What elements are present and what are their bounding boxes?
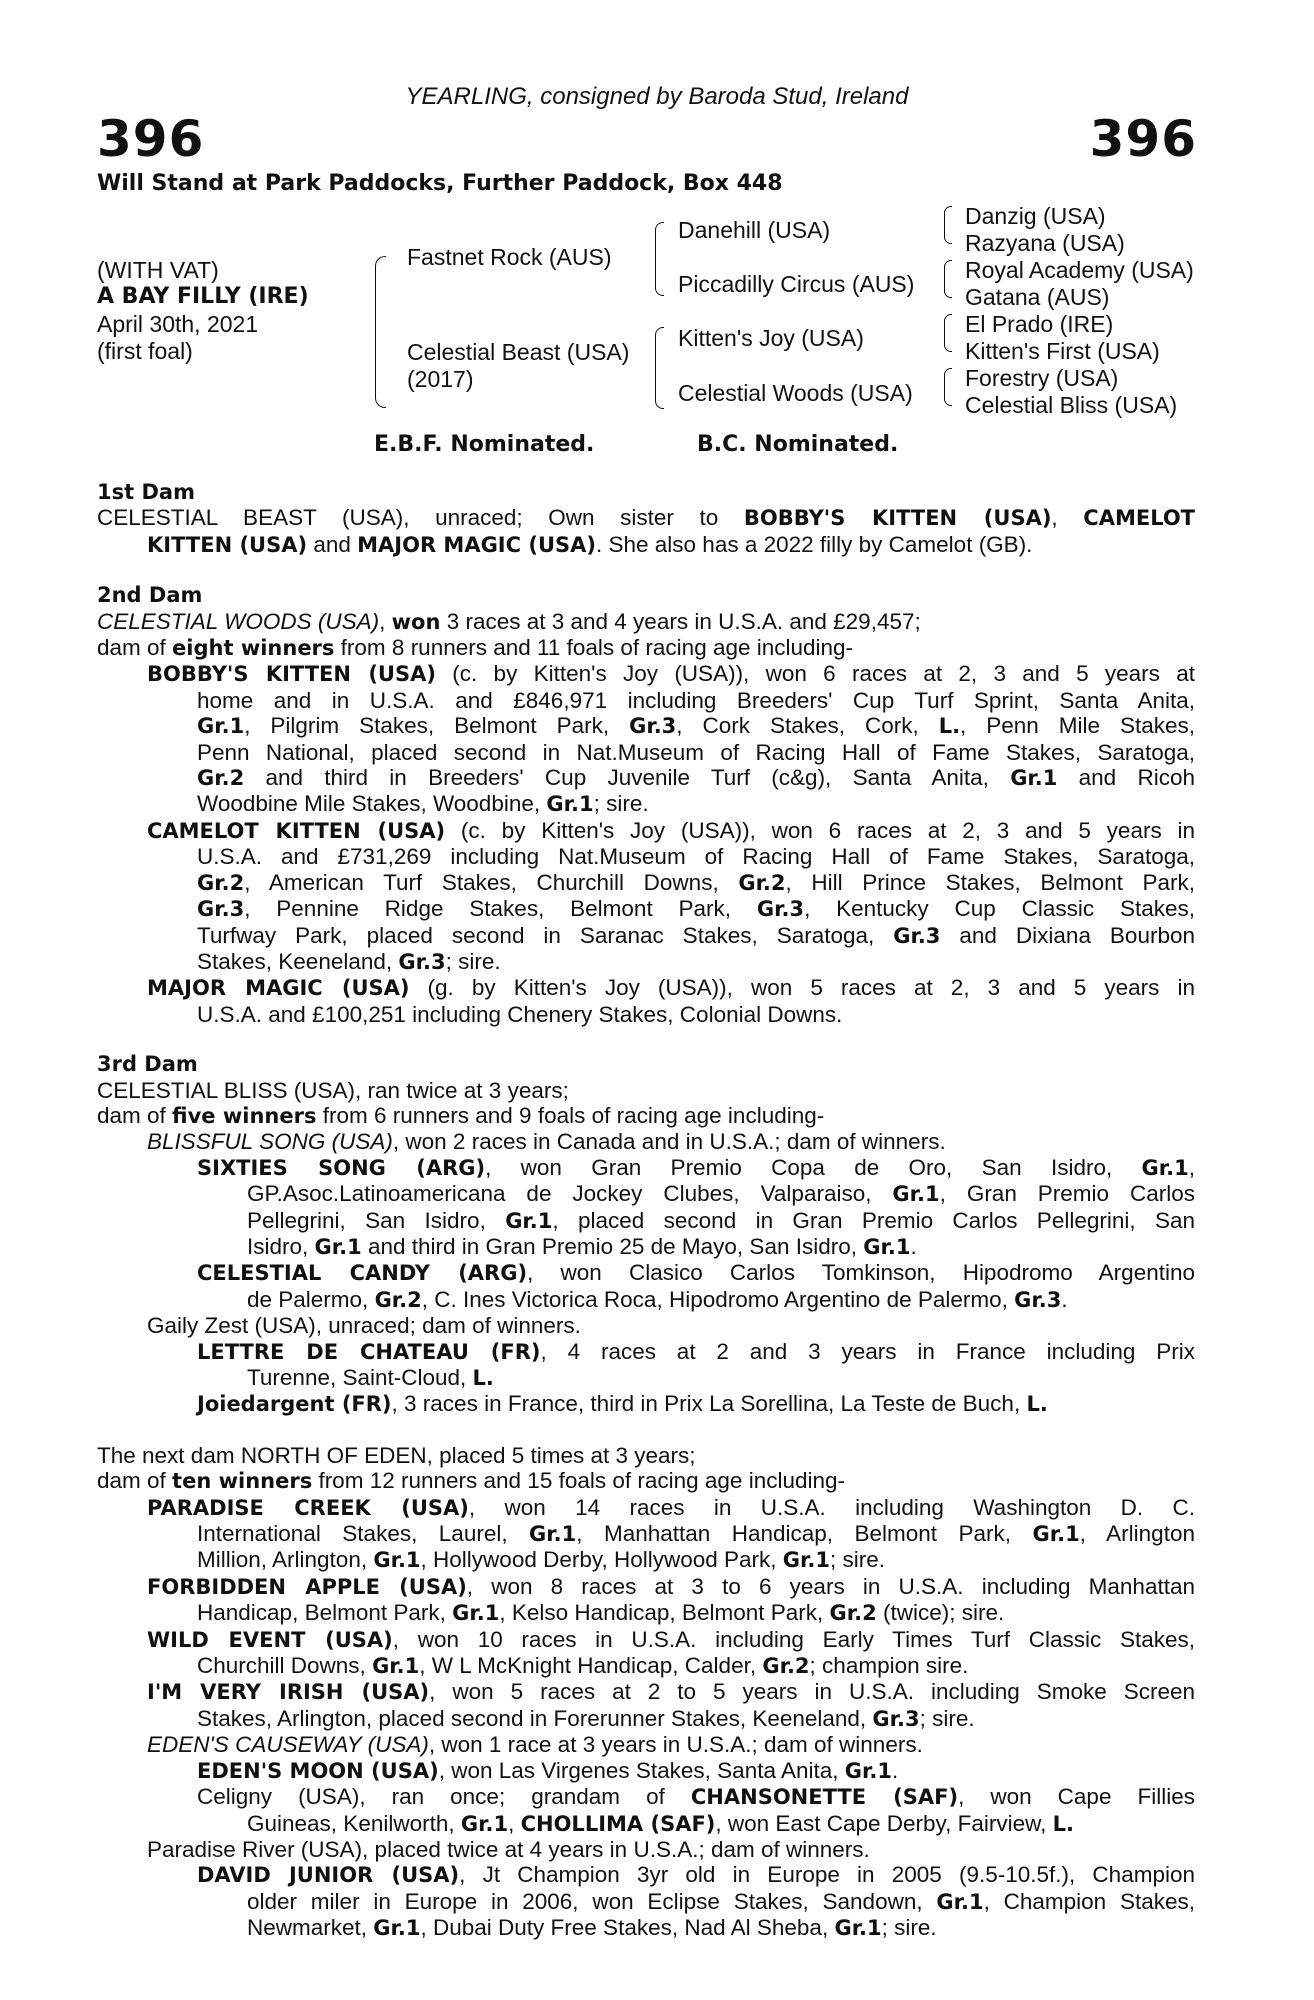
text: from 12 runners and 15 foals of racing age including-	[312, 1468, 846, 1494]
grade: Gr.1	[892, 1182, 940, 1207]
progeny-line	[97, 1339, 1195, 1365]
text: ; sire.	[881, 1915, 937, 1941]
progeny-line	[97, 1653, 1195, 1679]
pedigree-brace	[655, 222, 664, 296]
progeny-line	[97, 1521, 1195, 1547]
pedigree-brace	[655, 327, 664, 409]
text: .	[1061, 1286, 1068, 1312]
grade: Gr.1	[863, 1234, 911, 1259]
pedigree-sire: Fastnet Rock (AUS)	[407, 244, 612, 270]
bc-nomination: B.C. Nominated.	[697, 432, 899, 457]
pedigree-dd: Celestial Woods (USA)	[678, 380, 913, 406]
text: , Penn Mile Stakes,	[960, 713, 1196, 739]
grade: Gr.1	[372, 1654, 420, 1679]
grade: Gr.2	[738, 870, 786, 895]
ebf-nomination: E.B.F. Nominated.	[374, 432, 595, 457]
text: , won 5 races at 2 to 5 years in U.S.A. including Smoke Screen	[429, 1679, 1196, 1705]
grade: Gr.1	[460, 1811, 509, 1836]
text: , Kelso Handicap, Belmont Park,	[499, 1600, 830, 1626]
pedigree-ds: Kitten's Joy (USA)	[678, 325, 864, 351]
text: (twice); sire.	[876, 1600, 1005, 1626]
progeny-line	[97, 818, 1195, 844]
text: Stakes, Arlington, placed second in Forerunner Stakes, Keeneland,	[197, 1705, 873, 1731]
text: Turenne, Saint-Cloud,	[247, 1365, 473, 1390]
progeny-line	[97, 1365, 1195, 1391]
text: , Kentucky Cup Classic Stakes,	[804, 896, 1195, 922]
progeny-line: Gaily Zest (USA), unraced; dam of winners.	[147, 1313, 581, 1339]
progeny-line	[97, 1260, 1195, 1286]
text: ; sire.	[593, 791, 649, 817]
progeny-line	[97, 1391, 1195, 1417]
consignment-line: YEARLING, consigned by Baroda Stud, Ireland	[405, 83, 909, 110]
progeny-line	[97, 1495, 1195, 1521]
text: International Stakes, Laurel,	[197, 1521, 530, 1547]
text: ; sire.	[829, 1547, 885, 1573]
grade: L.	[472, 1366, 494, 1390]
grade: Gr.1	[834, 1916, 882, 1941]
text: (g. by Kitten's Joy (USA)), won 5 races at 2, 3 and 5 years in	[409, 975, 1195, 1001]
progeny-line	[97, 975, 1195, 1001]
grade: Gr.1	[1141, 1155, 1189, 1180]
horse-name: Joiedargent (FR)	[197, 1392, 392, 1417]
dam-name: EDEN'S CAUSEWAY (USA)	[147, 1732, 429, 1758]
text: , C. Ines Victorica Roca, Hipodromo Argentino de Palermo,	[421, 1286, 1015, 1312]
horse-name: CHOLLIMA (SAF)	[520, 1811, 716, 1836]
pedigree-ss: Danehill (USA)	[678, 217, 831, 243]
second-dam-heading: 2nd Dam	[97, 583, 203, 608]
text: and third in Breeders' Cup Juvenile Turf (c&g), Santa Anita,	[244, 765, 1011, 791]
progeny-line	[97, 1002, 1195, 1027]
horse-name: LETTRE DE CHATEAU (FR)	[197, 1339, 541, 1364]
text: and	[307, 531, 358, 557]
progeny-line	[97, 1784, 1195, 1810]
progeny-line	[97, 765, 1195, 791]
text: , won 1 race at 3 years in U.S.A.; dam of winners.	[428, 1732, 923, 1758]
pedigree-sdd: Gatana (AUS)	[965, 284, 1110, 310]
progeny-line	[97, 661, 1195, 687]
pedigree-brace	[944, 314, 952, 352]
progeny-line	[97, 923, 1195, 949]
horse-name: CAMELOT	[1083, 506, 1195, 531]
pedigree-brace	[944, 260, 952, 298]
text: Woodbine Mile Stakes, Woodbine,	[197, 791, 547, 817]
text: , American Turf Stakes, Churchill Downs,	[244, 869, 739, 895]
pedigree-brace	[944, 368, 952, 406]
text: , won Gran Premio Copa de Oro, San Isidro,	[485, 1154, 1142, 1180]
grade: L.	[1026, 1392, 1048, 1417]
horse-name: MAJOR MAGIC (USA)	[147, 976, 410, 1001]
text: and third in Gran Premio 25 de Mayo, San Isidro,	[361, 1233, 864, 1259]
progeny-line	[97, 1181, 1195, 1207]
progeny-line	[97, 791, 1195, 817]
grade: Gr.1	[1010, 766, 1058, 791]
text: (c. by Kitten's Joy (USA)), won 6 races at 2, 3 and 5 years at	[435, 661, 1195, 687]
text: , won Cape Fillies	[958, 1784, 1195, 1810]
second-dam-line: CELESTIAL WOODS (USA), won 3 races at 3 and 4 years in U.S.A. and £29,457;	[97, 608, 921, 634]
text: , won 10 races in U.S.A. including Early Times Turf Classic Stakes,	[392, 1626, 1195, 1652]
text: ,	[1051, 505, 1084, 531]
grade: L.	[1052, 1811, 1074, 1836]
grade: Gr.1	[197, 714, 245, 739]
first-dam-heading: 1st Dam	[97, 480, 195, 504]
text: five winners	[172, 1103, 317, 1128]
text: , won Las Virgenes Stakes, Santa Anita,	[438, 1757, 845, 1783]
pedigree-dss: El Prado (IRE)	[965, 311, 1114, 337]
next-dam-line: The next dam NORTH OF EDEN, placed 5 times at 3 years;	[97, 1442, 696, 1468]
text: U.S.A. and £100,251 including Chenery Stakes, Colonial Downs.	[197, 1001, 843, 1027]
text: ,	[508, 1810, 521, 1836]
horse-name: FORBIDDEN APPLE (USA)	[147, 1574, 467, 1599]
horse-name: I'M VERY IRISH (USA)	[147, 1680, 430, 1705]
grade: Gr.2	[829, 1601, 877, 1626]
text: ; sire.	[919, 1705, 975, 1731]
text: , Pennine Ridge Stakes, Belmont Park,	[244, 896, 757, 922]
grade: Gr.3	[756, 897, 805, 922]
horse-name: BOBBY'S KITTEN (USA)	[147, 662, 436, 687]
progeny-line	[97, 1679, 1195, 1705]
text: dam of	[97, 635, 173, 661]
grade: Gr.1	[844, 1758, 892, 1783]
progeny-line	[97, 1889, 1195, 1915]
grade: Gr.3	[197, 897, 245, 922]
text: , placed second in Gran Premio Carlos Pellegrini, San	[552, 1207, 1196, 1233]
text: Penn National, placed second in Nat.Museum of Racing Hall of Fame Stakes, Saratoga,	[197, 739, 1195, 765]
grade: Gr.1	[546, 792, 594, 817]
text: from 6 runners and 9 foals of racing age including-	[316, 1102, 825, 1128]
pedigree-dam: Celestial Beast (USA)	[407, 339, 630, 365]
horse-name: CAMELOT KITTEN (USA)	[147, 818, 446, 843]
horse-name: MAJOR MAGIC (USA)	[357, 532, 596, 557]
text: , W L McKnight Handicap, Calder,	[419, 1653, 763, 1679]
grade: Gr.1	[505, 1208, 553, 1233]
text: , won 14 races in U.S.A. including Washington D. C.	[468, 1494, 1195, 1520]
progeny-line	[97, 713, 1195, 739]
text: Stakes, Keeneland,	[197, 948, 399, 974]
text: , Champion Stakes,	[983, 1888, 1195, 1914]
vat-note: (WITH VAT)	[97, 257, 219, 283]
grade: Gr.1	[452, 1601, 500, 1626]
horse-name: BOBBY'S KITTEN (USA)	[743, 506, 1052, 531]
progeny-line	[97, 1574, 1195, 1600]
grade: Gr.1	[936, 1889, 984, 1914]
progeny-line	[97, 1915, 1195, 1941]
text: , Hollywood Derby, Hollywood Park,	[420, 1547, 783, 1573]
horse-dob: April 30th, 2021	[97, 311, 259, 337]
text: Newmarket,	[247, 1915, 374, 1941]
grade: Gr.3	[872, 1706, 920, 1731]
grade: Gr.1	[314, 1234, 362, 1259]
progeny-line	[97, 1732, 1195, 1757]
lot-number-right: 396	[1089, 110, 1197, 168]
text: , Dubai Duty Free Stakes, Nad Al Sheba,	[420, 1915, 835, 1941]
text: U.S.A. and £731,269 including Nat.Museum of Racing Hall of Fame Stakes, Saratoga,	[197, 844, 1195, 870]
text: (c. by Kitten's Joy (USA)), won 6 races at 2, 3 and 5 years in	[445, 817, 1195, 843]
pedigree-ddd: Celestial Bliss (USA)	[965, 392, 1178, 418]
text: ,	[1188, 1154, 1195, 1180]
text: ten winners	[172, 1469, 313, 1494]
progeny-line	[97, 688, 1195, 713]
first-dam-line	[97, 505, 1195, 531]
text: dam of	[97, 1468, 173, 1494]
grade: Gr.1	[529, 1522, 577, 1547]
dam-name: BLISSFUL SONG (USA)	[147, 1129, 393, 1155]
third-dam-line	[97, 1103, 1195, 1129]
progeny-line	[97, 1155, 1195, 1181]
text: Churchill Downs,	[197, 1653, 373, 1679]
text: , won 8 races at 3 to 6 years in U.S.A. including Manhattan	[466, 1573, 1195, 1599]
horse-name: KITTEN (USA)	[147, 532, 308, 557]
text: Pellegrini, San Isidro,	[247, 1207, 506, 1233]
lot-number: 396	[97, 110, 205, 168]
horse-name: SIXTIES SONG (ARG)	[197, 1155, 486, 1180]
text: dam of	[97, 1102, 173, 1128]
grade: Gr.3	[893, 923, 941, 948]
pedigree-dsd: Kitten's First (USA)	[965, 338, 1160, 364]
grade: Gr.1	[373, 1548, 421, 1573]
grade: Gr.3	[398, 949, 446, 974]
text: , 3 races in France, third in Prix La Sorellina, La Teste de Buch,	[391, 1391, 1027, 1417]
pedigree-sss: Danzig (USA)	[965, 203, 1106, 229]
progeny-line	[97, 844, 1195, 869]
third-dam-heading: 3rd Dam	[97, 1052, 198, 1077]
text: and Ricoh	[1057, 765, 1195, 791]
text: ; champion sire.	[809, 1653, 969, 1679]
text: Million, Arlington,	[197, 1547, 374, 1573]
pedigree-sds: Royal Academy (USA)	[965, 257, 1194, 283]
text: .	[910, 1233, 917, 1259]
progeny-line	[97, 1600, 1195, 1626]
text: ; sire.	[445, 948, 501, 974]
text: won	[391, 609, 441, 634]
text: home and in U.S.A. and £846,971 including Breeders' Cup Turf Sprint, Santa Anita,	[197, 687, 1195, 713]
pedigree-brace	[375, 256, 386, 408]
text: , won 2 races in Canada and in U.S.A.; dam of winners.	[392, 1129, 946, 1155]
grade: Gr.3	[629, 714, 677, 739]
text: de Palermo,	[247, 1286, 375, 1312]
grade: Gr.3	[1014, 1287, 1062, 1312]
third-dam-line: CELESTIAL BLISS (USA), ran twice at 3 years;	[97, 1077, 569, 1103]
text: , 4 races at 2 and 3 years in France including Prix	[540, 1338, 1195, 1364]
text: , Arlington	[1079, 1521, 1195, 1547]
text: , Jt Champion 3yr old in Europe in 2005 (9.5-10.5f.), Champion	[459, 1862, 1195, 1888]
next-dam-line	[97, 1468, 1195, 1494]
progeny-line	[97, 1811, 1195, 1837]
progeny-line: Paradise River (USA), placed twice at 4 years in U.S.A.; dam of winners.	[147, 1836, 870, 1862]
progeny-line	[97, 1208, 1195, 1234]
grade: Gr.1	[782, 1548, 830, 1573]
text: .	[891, 1757, 899, 1783]
progeny-line	[97, 1706, 1195, 1732]
text: . She also has a 2022 filly by Camelot (GB).	[595, 531, 1033, 557]
progeny-line	[97, 1547, 1195, 1573]
stand-location: Will Stand at Park Paddocks, Further Paddock, Box 448	[97, 171, 783, 196]
catalogue-body	[97, 480, 1195, 1942]
progeny-line	[97, 1758, 1195, 1784]
horse-name: CHANSONETTE (SAF)	[690, 1785, 959, 1810]
progeny-line	[97, 740, 1195, 765]
horse-name: WILD EVENT (USA)	[147, 1627, 393, 1652]
progeny-line	[97, 1287, 1195, 1313]
grade: Gr.1	[373, 1916, 421, 1941]
horse-note: (first foal)	[97, 338, 193, 364]
text: older miler in Europe in 2006, won Eclipse Stakes, Sandown,	[247, 1888, 937, 1914]
text: , won East Cape Derby, Fairview,	[715, 1810, 1053, 1836]
text: , Manhattan Handicap, Belmont Park,	[576, 1521, 1033, 1547]
pedigree-dds: Forestry (USA)	[965, 365, 1119, 391]
pedigree-sd: Piccadilly Circus (AUS)	[678, 271, 915, 297]
text: Guineas, Kenilworth,	[247, 1810, 461, 1836]
text: , won Clasico Carlos Tomkinson, Hipodromo Argentino	[527, 1260, 1195, 1286]
text: eight winners	[172, 636, 335, 661]
progeny-line	[97, 1862, 1195, 1888]
grade: Gr.2	[197, 870, 245, 895]
pedigree-ssd: Razyana (USA)	[965, 230, 1125, 256]
horse-name: DAVID JUNIOR (USA)	[197, 1863, 460, 1888]
text: Handicap, Belmont Park,	[197, 1600, 453, 1626]
text: , Cork Stakes, Cork,	[676, 713, 939, 739]
grade: Gr.2	[374, 1287, 422, 1312]
second-dam-line	[97, 635, 1195, 661]
text: , Gran Premio Carlos	[939, 1181, 1195, 1207]
pedigree-brace	[944, 206, 952, 244]
grade: Gr.2	[197, 766, 245, 791]
first-dam-line	[97, 532, 1195, 558]
grade: Gr.2	[762, 1654, 810, 1679]
text: , Pilgrim Stakes, Belmont Park,	[244, 713, 630, 739]
text: Celigny (USA), ran once; grandam of	[197, 1784, 691, 1810]
progeny-line	[97, 949, 1195, 975]
horse-name: CELESTIAL CANDY (ARG)	[197, 1261, 528, 1286]
progeny-line	[97, 1234, 1195, 1260]
horse-name: A BAY FILLY (IRE)	[97, 284, 309, 309]
text: GP.Asoc.Latinoamericana de Jockey Clubes, Valparaiso,	[247, 1181, 893, 1207]
progeny-line	[97, 1129, 1195, 1154]
progeny-line	[97, 870, 1195, 896]
text: 3 races at 3 and 4 years in U.S.A. and £29,457;	[440, 608, 921, 634]
progeny-line	[97, 1627, 1195, 1653]
text: Turfway Park, placed second in Saranac Stakes, Saratoga,	[197, 922, 894, 948]
pedigree-dam-year: (2017)	[407, 366, 474, 392]
grade: Gr.1	[1032, 1522, 1080, 1547]
text: , Hill Prince Stakes, Belmont Park,	[785, 869, 1195, 895]
horse-name: PARADISE CREEK (USA)	[147, 1495, 469, 1520]
text: and Dixiana Bourbon	[940, 922, 1195, 948]
text: CELESTIAL BEAST (USA), unraced; Own sister to	[97, 505, 744, 531]
grade: L.	[938, 714, 961, 739]
text: from 8 runners and 11 foals of racing age including-	[334, 635, 854, 661]
dam-name: CELESTIAL WOODS (USA)	[97, 608, 380, 634]
horse-name: EDEN'S MOON (USA)	[197, 1758, 439, 1783]
text: Isidro,	[247, 1233, 315, 1259]
progeny-line	[97, 896, 1195, 922]
